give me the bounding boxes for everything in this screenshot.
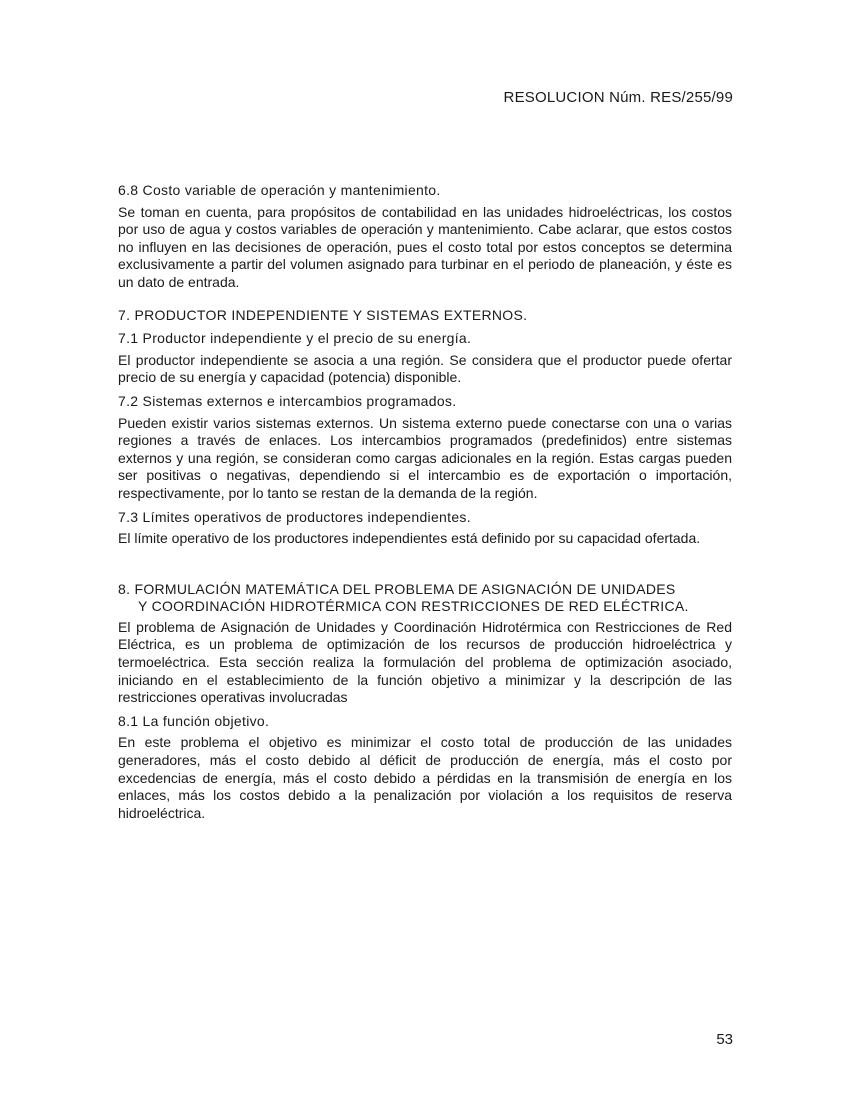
section-8-title-line1: 8. FORMULACIÓN MATEMÁTICA DEL PROBLEMA DE ASIGNACIÓN DE UNIDADES: [118, 580, 676, 597]
section-8-title: [118, 581, 732, 616]
section-7-2-heading: 7.2 Sistemas externos e intercambios programados.: [118, 392, 457, 409]
section-7-1-heading: 7.1 Productor independiente y el precio de su energía.: [118, 330, 472, 347]
section-8-1-heading: 8.1 La función objetivo.: [118, 712, 270, 729]
page-number: 53: [716, 1031, 733, 1048]
section-7-2-paragraph: Pueden existir varios sistemas externos. Un sistema externo puede conectarse con una o varias regiones a través de enlaces. Los intercambios programados (predefinidos) entre sistemas externos y una región, se consideran como cargas adicionales en la región. Estas cargas pueden ser positivas o negativas, dependiendo si el intercambio es de exportación o importación, respectivamente, por lo tanto se restan de la demanda de la región.: [118, 414, 732, 501]
section-6-8-heading: 6.8 Costo variable de operación y mantenimiento.: [118, 182, 441, 198]
section-7-1-paragraph: El productor independiente se asocia a una región. Se considera que el productor puede ofertar precio de su energía y capacidad (potencia) disponible.: [118, 351, 732, 386]
section-8-title-line2: Y COORDINACIÓN HIDROTÉRMICA CON RESTRICCIONES DE RED ELÉCTRICA.: [138, 598, 689, 615]
section-6-8-paragraph: Se toman en cuenta, para propósitos de contabilidad en las unidades hidroeléctricas, los costos por uso de agua y costos variables de operación y mantenimiento. Cabe aclarar, que estos costos no influyen en las decisiones de operación, pues el costo total por estos conceptos se determina exclusivamente a partir del volumen asignado para turbinar en el periodo de planeación, y éste es un dato de entrada.: [118, 203, 732, 290]
section-8-1-paragraph: En este problema el objetivo es minimizar el costo total de producción de las unidades generadores, más el costo debido al déficit de producción de energía, más el costo por excedencias de energía, más el costo debido a pérdidas en la transmisión de energía en los enlaces, más los costos debido a la penalización por violación a los requisitos de reserva hidroeléctrica.: [118, 734, 732, 821]
section-7-3-paragraph: El límite operativo de los productores independientes está definido por su capacidad ofertada.: [118, 530, 701, 547]
section-7-title: 7. PRODUCTOR INDEPENDIENTE Y SISTEMAS EXTERNOS.: [118, 306, 528, 323]
section-8-paragraph: El problema de Asignación de Unidades y Coordinación Hidrotérmica con Restricciones de Red Eléctrica, es un problema de optimización de los recursos de producción hidroeléctrica y termoeléctrica. Esta sección realiza la formulación del problema de optimización asociado, iniciando en el establecimiento de la función objetivo a minimizar y la descripción de las restricciones operativas involucradas: [118, 618, 732, 706]
document-body: [118, 182, 732, 828]
section-7-3-heading: 7.3 Límites operativos de productores independientes.: [118, 508, 471, 525]
resolution-header: RESOLUCION Núm. RES/255/99: [503, 89, 733, 106]
